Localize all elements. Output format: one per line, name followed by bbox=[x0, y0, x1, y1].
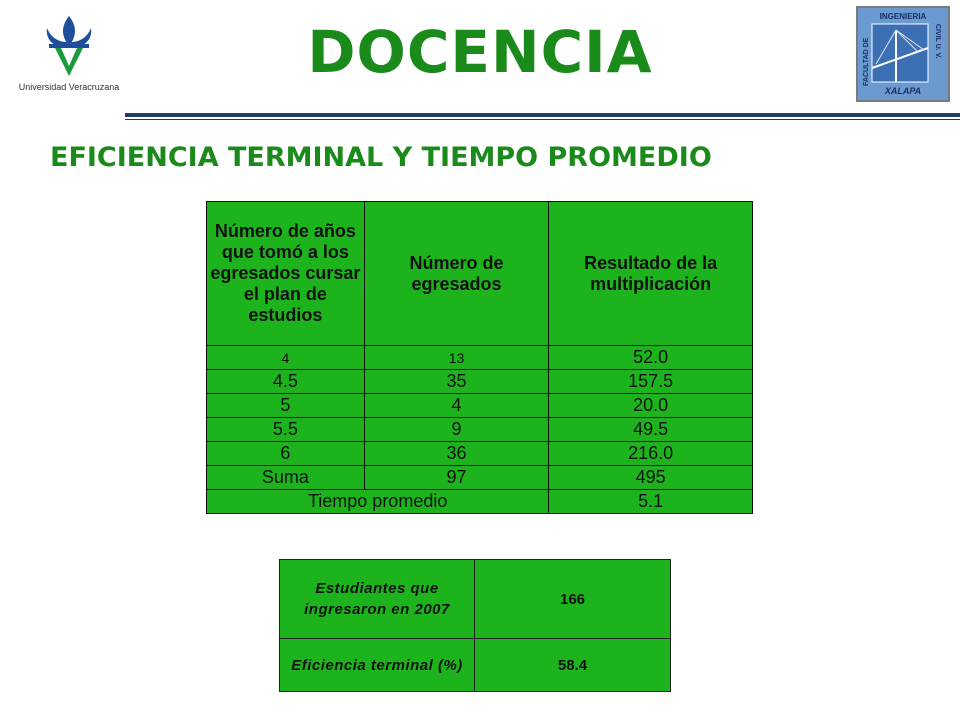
cell-average-label: Tiempo promedio bbox=[207, 490, 549, 514]
faculty-logo bbox=[856, 6, 950, 102]
table-row bbox=[207, 370, 753, 394]
section-subtitle: EFICIENCIA TERMINAL Y TIEMPO PROMEDIO bbox=[50, 142, 712, 173]
cell-sum-result: 495 bbox=[549, 466, 753, 490]
cell-result: 216.0 bbox=[549, 442, 753, 466]
enrollment-efficiency-table bbox=[279, 559, 671, 692]
sum-row bbox=[207, 466, 753, 490]
cell-result: 52.0 bbox=[549, 346, 753, 370]
cell-graduates: 9 bbox=[364, 418, 549, 442]
table-row bbox=[280, 560, 671, 639]
svg-text:XALAPA: XALAPA bbox=[884, 86, 922, 96]
average-row bbox=[207, 490, 753, 514]
header-rule bbox=[125, 113, 960, 117]
table-row bbox=[280, 639, 671, 692]
cell-sum-graduates: 97 bbox=[364, 466, 549, 490]
cell-years: 4.5 bbox=[207, 370, 365, 394]
cell-result: 20.0 bbox=[549, 394, 753, 418]
table-row bbox=[207, 442, 753, 466]
cell-result: 157.5 bbox=[549, 370, 753, 394]
cell-years: 6 bbox=[207, 442, 365, 466]
cell-enrolled-label: Estudiantes que ingresaron en 2007 bbox=[280, 560, 475, 639]
table-row bbox=[207, 418, 753, 442]
cell-enrolled-value: 166 bbox=[475, 560, 671, 639]
cell-efficiency-label: Eficiencia terminal (%) bbox=[280, 639, 475, 692]
cell-average-value: 5.1 bbox=[549, 490, 753, 514]
svg-text:CIVIL U. V.: CIVIL U. V. bbox=[934, 24, 941, 59]
cell-sum-label: Suma bbox=[207, 466, 365, 490]
column-header-graduates: Número de egresados bbox=[364, 202, 549, 346]
svg-text:FACULTAD DE: FACULTAD DE bbox=[863, 37, 870, 86]
cell-years: 5.5 bbox=[207, 418, 365, 442]
uv-logo-label: Universidad Veracruzana bbox=[18, 82, 120, 92]
header-rule-thin bbox=[125, 119, 960, 120]
cell-graduates: 36 bbox=[364, 442, 549, 466]
cell-graduates: 13 bbox=[364, 346, 549, 370]
table-row bbox=[207, 394, 753, 418]
cell-graduates: 35 bbox=[364, 370, 549, 394]
table-row bbox=[207, 346, 753, 370]
cell-graduates: 4 bbox=[364, 394, 549, 418]
cell-result: 49.5 bbox=[549, 418, 753, 442]
cell-efficiency-value: 58.4 bbox=[475, 639, 671, 692]
svg-text:INGENIERIA: INGENIERIA bbox=[879, 12, 927, 21]
cell-years: 4 bbox=[207, 346, 365, 370]
column-header-result: Resultado de la multiplicación bbox=[549, 202, 753, 346]
cell-years: 5 bbox=[207, 394, 365, 418]
page-title: DOCENCIA bbox=[307, 18, 653, 86]
bridge-logo-icon bbox=[858, 8, 948, 100]
column-header-years: Número de años que tomó a los egresados cursar el plan de estudios bbox=[207, 202, 365, 346]
terminal-efficiency-table bbox=[206, 201, 753, 514]
